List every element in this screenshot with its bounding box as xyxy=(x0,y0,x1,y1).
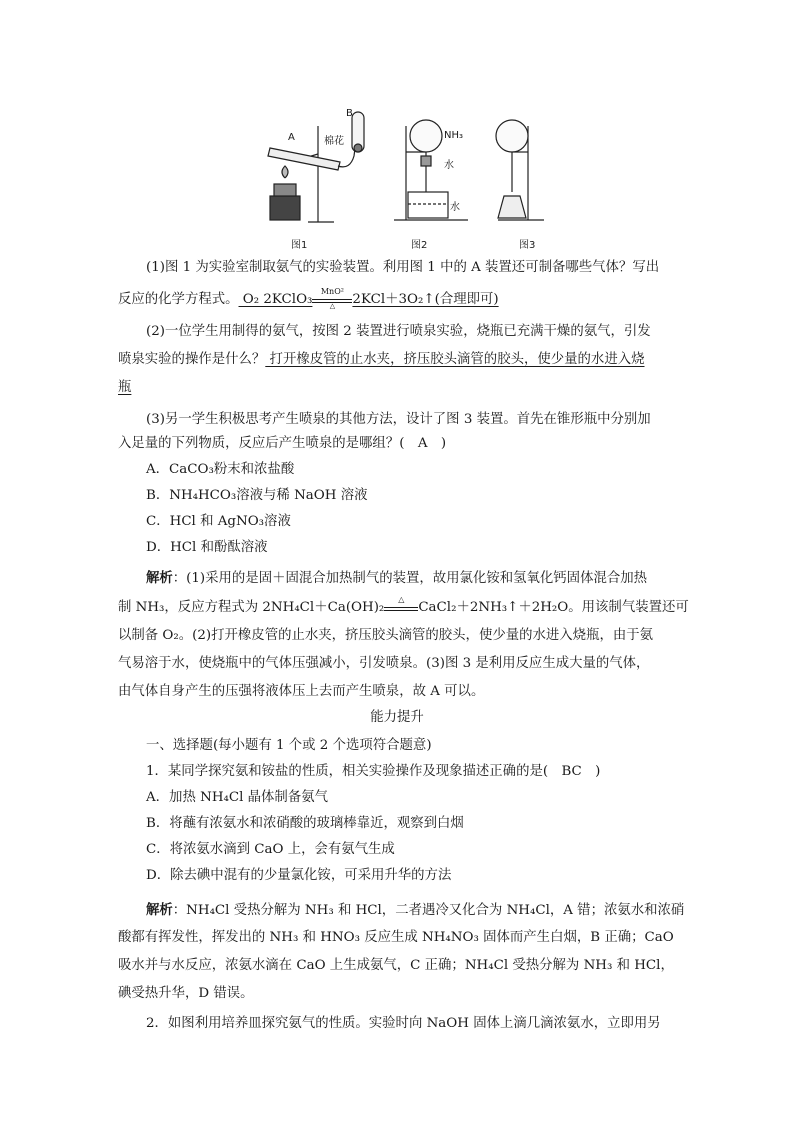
analysis2-text1: ：NH₄Cl 受热分解为 NH₃ 和 HCl，二者遇冷又化合为 NH₄Cl，A 错；浓氨水和浓硝 xyxy=(172,903,685,918)
analysis2-line2: 酸都有挥发性，挥发出的 NH₃ 和 HNO₃ 反应生成 NH₄NO₃ 固体而产生白烟，B 正确；CaO xyxy=(118,930,674,945)
fig2-label-nh3: NH₃ xyxy=(444,130,464,141)
mc1-option-a: A．加热 NH₄Cl 晶体制备氨气 xyxy=(146,790,328,805)
q3-option-c: C．HCl 和 AgNO₃溶液 xyxy=(146,514,291,529)
figure3-caption: 图3 xyxy=(519,240,536,251)
q3-option-d: D．HCl 和酚酞溶液 xyxy=(146,540,268,555)
analysis1-line4: 气易溶于水，使烧瓶中的气体压强减小，引发喷泉。(3)图 3 是利用反应生成大量的气体， xyxy=(118,656,650,671)
q2-answer-part1: 打开橡皮管的止水夹，挤压胶头滴管的胶头，使少量的水进入烧 xyxy=(265,352,645,367)
analysis1-label: 解析 xyxy=(146,570,173,586)
q3-line2: 入足量的下列物质，反应后产生喷泉的是哪组？( A ) xyxy=(118,436,447,451)
q2-prefix: 喷泉实验的操作是什么？ xyxy=(118,352,266,367)
analysis2-line4: 碘受热升华，D 错误。 xyxy=(118,986,254,1001)
mc1-stem: 1．某同学探究氨和铵盐的性质，相关实验操作及现象描述正确的是( BC ) xyxy=(146,764,601,779)
q2-answer-part2: 瓶 xyxy=(118,380,132,395)
figure3-drawing xyxy=(496,120,544,220)
fig2-label-water-top: 水 xyxy=(444,160,454,171)
q3-line1: (3)另一学生积极思考产生喷泉的其他方法，设计了图 3 装置。首先在锥形瓶中分别加 xyxy=(146,412,651,427)
figure1-caption: 图1 xyxy=(291,240,308,251)
apparatus-drawings xyxy=(258,96,568,246)
analysis1-text2a: 制 NH₃，反应方程式为 2NH₄Cl＋Ca(OH)₂ xyxy=(118,600,385,615)
q2-line3 xyxy=(118,378,678,398)
section-title: 能力提升 xyxy=(370,710,424,725)
q1-line1: (1)图 1 为实验室制取氨气的实验装置。利用图 1 中的 A 装置还可制备哪些气体？写出 xyxy=(146,260,660,275)
section-subtitle: 一、选择题(每小题有 1 个或 2 个选项符合题意) xyxy=(146,738,432,753)
analysis1-line1 xyxy=(146,568,706,589)
fig1-label-b: B xyxy=(346,108,353,119)
analysis1-heat-arrow xyxy=(384,594,418,611)
q1-prefix: 反应的化学方程式。 xyxy=(118,292,239,307)
mc1-option-b: B．将蘸有浓氨水和浓硝酸的玻璃棒靠近，观察到白烟 xyxy=(146,816,464,831)
analysis2-label: 解析 xyxy=(146,902,173,918)
analysis2-line3: 吸水并与水反应，浓氨水滴在 CaO 上生成氨气，C 正确；NH₄Cl 受热分解为 NH₃ 和 HCl， xyxy=(118,958,674,973)
mc1-option-c: C．将浓氨水滴到 CaO 上，会有氨气生成 xyxy=(146,842,395,857)
analysis2-line1 xyxy=(146,900,706,921)
q1-answer-part-b: 2KCl＋3O₂↑(合理即可) xyxy=(352,292,499,307)
analysis1-text1: ：(1)采用的是固＋固混合加热制气的装置，故用氯化铵和氢氧化钙固体混合加热 xyxy=(172,571,648,586)
q1-heat-symbol: △ xyxy=(329,301,336,310)
analysis1-heat-symbol: △ xyxy=(398,594,405,604)
q1-catalyst-arrow xyxy=(312,286,352,310)
mc2-stem: 2．如图利用培养皿探究氨气的性质。实验时向 NaOH 固体上滴几滴浓氨水，立即用另 xyxy=(146,1016,661,1031)
q1-line2 xyxy=(118,286,678,310)
q1-answer xyxy=(238,286,499,310)
q3-option-a: A．CaCO₃粉末和浓盐酸 xyxy=(146,462,295,477)
figure1-drawing xyxy=(268,112,364,222)
q2-line1: (2)一位学生用制得的氨气，按图 2 装置进行喷泉实验，烧瓶已充满干燥的氨气，引发 xyxy=(146,324,651,339)
analysis1-line5: 由气体自身产生的压强将液体压上去而产生喷泉，故 A 可以。 xyxy=(118,684,485,699)
q3-option-b: B．NH₄HCO₃溶液与稀 NaOH 溶液 xyxy=(146,488,368,503)
analysis1-line2 xyxy=(118,594,689,618)
q1-answer-part-a: O₂ 2KClO₃ xyxy=(238,292,313,307)
mc1-option-d: D．除去碘中混有的少量氯化铵，可采用升华的方法 xyxy=(146,868,452,883)
q1-catalyst-label: MnO² xyxy=(320,286,344,296)
analysis1-text2b: CaCl₂＋2NH₃↑＋2H₂O。用该制气装置还可 xyxy=(418,600,689,615)
figure2-caption: 图2 xyxy=(411,240,428,251)
fig1-label-a: A xyxy=(288,132,295,143)
fig2-label-water-bottom: 水 xyxy=(450,202,460,213)
analysis1-line3: 以制备 O₂。(2)打开橡皮管的止水夹，挤压胶头滴管的胶头，使少量的水进入烧瓶，由于氨 xyxy=(118,628,654,643)
q2-line2 xyxy=(118,350,678,370)
fig1-label-cotton: 棉花 xyxy=(324,136,344,147)
apparatus-figures xyxy=(258,96,568,246)
